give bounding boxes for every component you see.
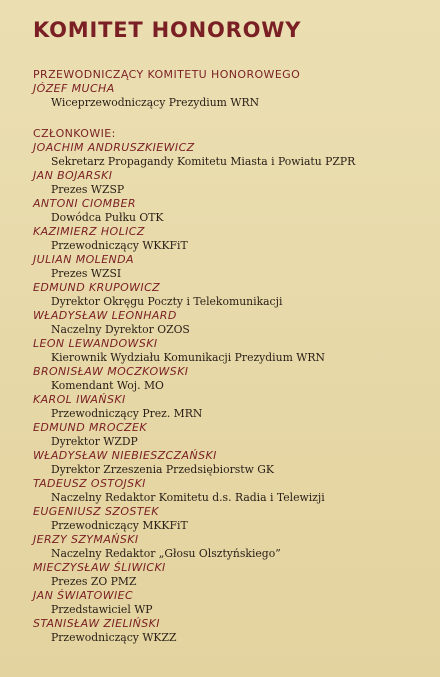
section-spacer — [33, 110, 420, 127]
member-role: Dyrektor Zrzeszenia Przedsiębiorstw GK — [51, 463, 274, 476]
member-role: Dowódca Pułku OTK — [51, 211, 164, 224]
member-entry — [33, 477, 420, 505]
member-role: Naczelny Redaktor Komitetu d.s. Radia i Telewizji — [51, 491, 325, 504]
member-entry — [33, 589, 420, 617]
member-role: Przewodniczący WKZZ — [51, 631, 177, 644]
member-entry — [33, 393, 420, 421]
member-entry — [33, 225, 420, 253]
member-role: Przewodniczący MKKFiT — [51, 519, 188, 532]
member-entry — [33, 449, 420, 477]
member-name: EDMUND KRUPOWICZ — [33, 281, 161, 294]
member-name: EDMUND MROCZEK — [33, 421, 147, 434]
member-role: Przewodniczący Prez. MRN — [51, 407, 203, 420]
member-name: MIECZYSŁAW ŚLIWICKI — [33, 561, 166, 574]
member-name: JULIAN MOLENDA — [33, 253, 134, 266]
member-name: WŁADYSŁAW LEONHARD — [33, 309, 177, 322]
members-section — [33, 127, 420, 645]
member-role: Przewodniczący WKKFiT — [51, 239, 188, 252]
member-role: Naczelny Dyrektor OZOS — [51, 323, 190, 336]
member-role: Dyrektor Okręgu Poczty i Telekomunikacji — [51, 295, 283, 308]
member-role: Przedstawiciel WP — [51, 603, 153, 616]
member-entry — [33, 141, 420, 169]
member-entry — [33, 197, 420, 225]
member-role: Naczelny Redaktor „Głosu Olsztyńskiego” — [51, 547, 281, 560]
chairman-section — [33, 68, 420, 110]
page-title: KOMITET HONOROWY — [33, 18, 302, 42]
member-name: JAN BOJARSKI — [33, 169, 113, 182]
member-entry — [33, 337, 420, 365]
member-name: JERZY SZYMAŃSKI — [33, 533, 139, 546]
member-entry — [33, 169, 420, 197]
member-role: Prezes WZSP — [51, 183, 125, 196]
member-role: Prezes WZSI — [51, 267, 122, 280]
member-name: EUGENIUSZ SZOSTEK — [33, 505, 159, 518]
members-list — [33, 141, 420, 645]
member-entry — [33, 617, 420, 645]
member-name: KAROL IWAŃSKI — [33, 393, 126, 406]
member-role: Kierownik Wydziału Komunikacji Prezydium WRN — [51, 351, 325, 364]
member-name: TADEUSZ OSTOJSKI — [33, 477, 146, 490]
member-entry — [33, 253, 420, 281]
member-name: ANTONI CIOMBER — [33, 197, 136, 210]
member-entry — [33, 505, 420, 533]
member-name: LEON LEWANDOWSKI — [33, 337, 158, 350]
member-name: STANISŁAW ZIELIŃSKI — [33, 617, 160, 630]
member-entry — [33, 365, 420, 393]
member-name: KAZIMIERZ HOLICZ — [33, 225, 145, 238]
member-role: Dyrektor WZDP — [51, 435, 138, 448]
chairman-section-label: PRZEWODNICZĄCY KOMITETU HONOROWEGO — [33, 68, 301, 81]
members-section-label: CZŁONKOWIE: — [33, 127, 116, 140]
member-name: WŁADYSŁAW NIEBIESZCZAŃSKI — [33, 449, 217, 462]
member-role: Prezes ZO PMZ — [51, 575, 137, 588]
member-role: Sekretarz Propagandy Komitetu Miasta i Powiatu PZPR — [51, 155, 356, 168]
member-entry — [33, 281, 420, 309]
member-entry — [33, 533, 420, 561]
member-name: BRONISŁAW MOCZKOWSKI — [33, 365, 189, 378]
member-name: JAN ŚWIATOWIEC — [33, 589, 134, 602]
member-entry — [33, 561, 420, 589]
member-entry — [33, 309, 420, 337]
member-role: Komendant Woj. MO — [51, 379, 164, 392]
chairman-role: Wiceprzewodniczący Prezydium WRN — [51, 96, 260, 109]
member-name: JOACHIM ANDRUSZKIEWICZ — [33, 141, 195, 154]
chairman-name: JÓZEF MUCHA — [33, 82, 115, 95]
member-entry — [33, 421, 420, 449]
